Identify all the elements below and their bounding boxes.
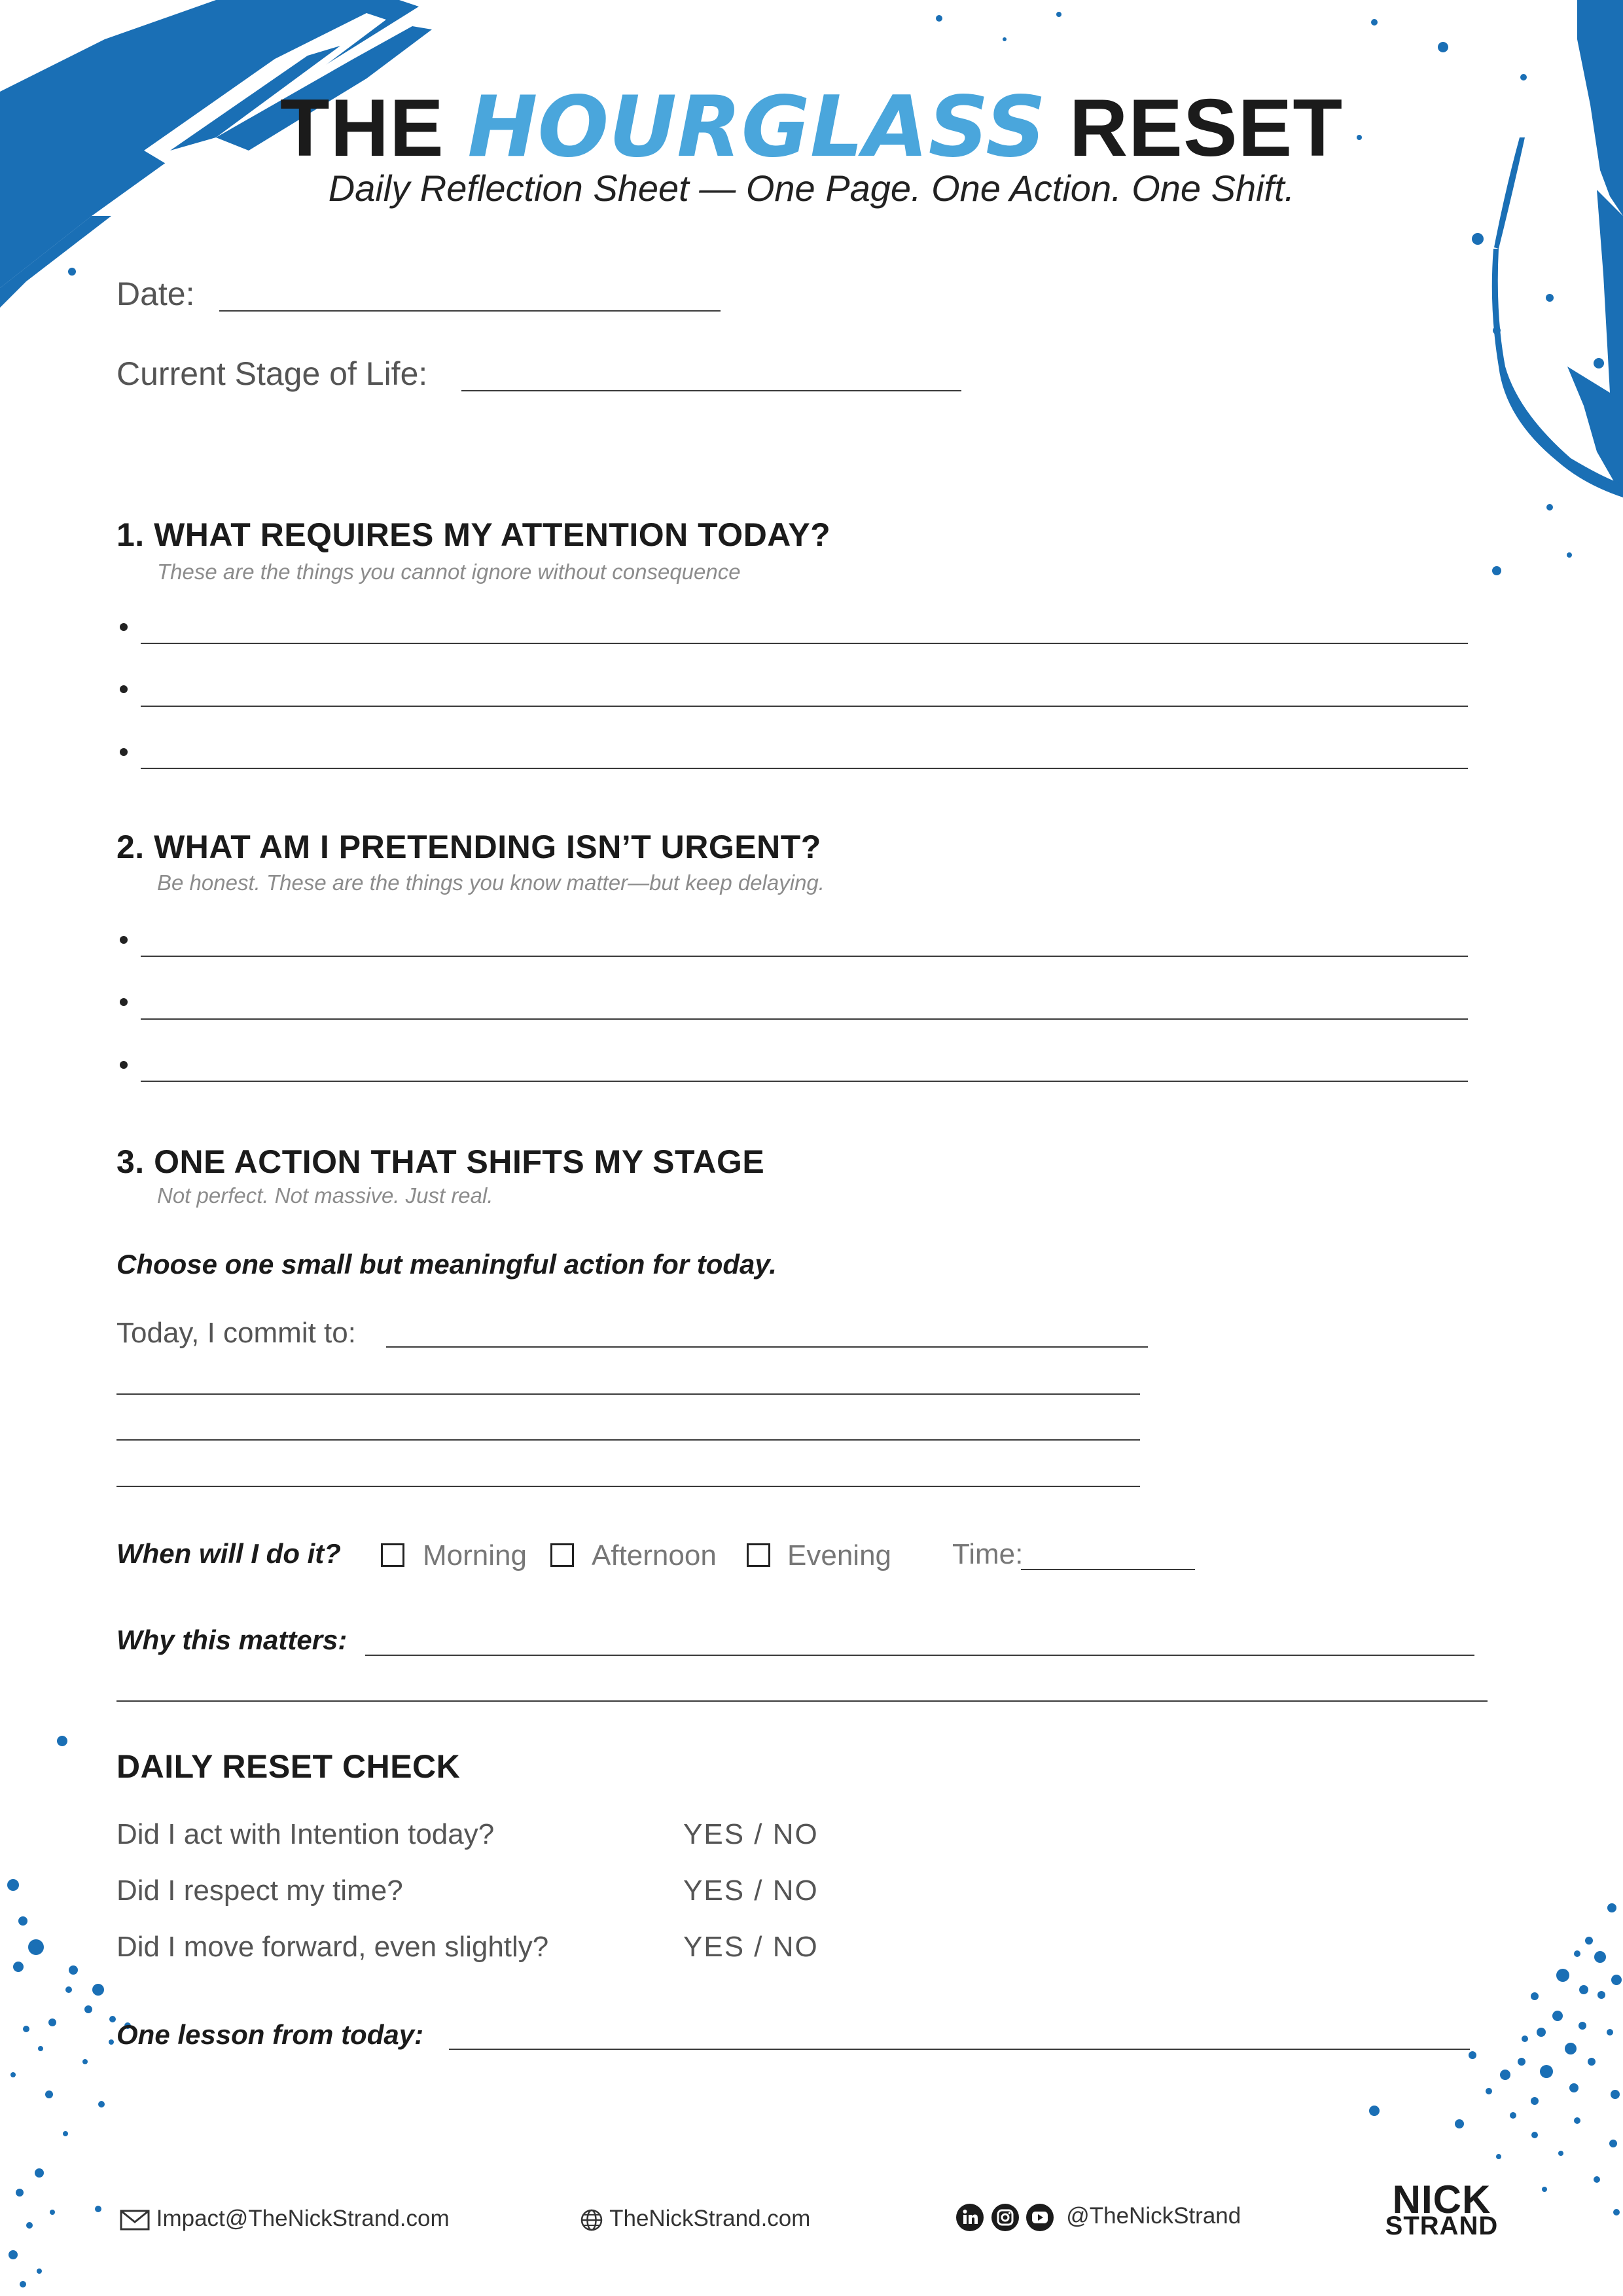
afternoon-label: Afternoon xyxy=(592,1539,717,1571)
section2-line-2[interactable] xyxy=(141,1018,1468,1020)
page-title xyxy=(0,79,1623,177)
stage-field[interactable] xyxy=(461,390,961,391)
bullet-icon xyxy=(120,685,128,693)
nick-strand-logo xyxy=(1380,2178,1504,2241)
reset-question-2: Did I respect my time? xyxy=(116,1874,403,1907)
section2-hint: Be honest. These are the things you know matter—but keep delaying. xyxy=(157,870,825,895)
lesson-label: One lesson from today: xyxy=(116,2019,424,2050)
commit-line-2[interactable] xyxy=(116,1393,1140,1395)
title-highlight: HOURGLASS xyxy=(467,79,1046,176)
section3-prompt: Choose one small but meaningful action for today. xyxy=(116,1249,777,1280)
section1-hint: These are the things you cannot ignore without consequence xyxy=(157,560,741,584)
footer-handle: @TheNickStrand xyxy=(1066,2203,1241,2229)
reset-question-1: Did I act with Intention today? xyxy=(116,1818,495,1850)
mail-icon xyxy=(120,2210,150,2231)
bullet-icon xyxy=(120,623,128,631)
reset-answer-1[interactable]: YES / NO xyxy=(683,1818,819,1850)
commit-line-1[interactable] xyxy=(386,1346,1148,1348)
date-label: Date: xyxy=(116,276,195,312)
evening-label: Evening xyxy=(787,1539,892,1571)
section1-line-2[interactable] xyxy=(141,706,1468,707)
footer-social[interactable] xyxy=(955,2203,1241,2232)
morning-checkbox[interactable] xyxy=(381,1543,404,1567)
section1-line-1[interactable] xyxy=(141,643,1468,644)
commit-label: Today, I commit to: xyxy=(116,1317,356,1349)
section1-heading: 1. WHAT REQUIRES MY ATTENTION TODAY? xyxy=(116,516,831,553)
evening-checkbox[interactable] xyxy=(747,1543,770,1567)
title-part1: THE xyxy=(279,83,444,173)
section2-heading: 2. WHAT AM I PRETENDING ISN’T URGENT? xyxy=(116,829,821,865)
bullet-icon xyxy=(120,748,128,756)
globe-icon xyxy=(580,2208,603,2232)
youtube-icon[interactable] xyxy=(1026,2203,1054,2232)
section3-hint: Not perfect. Not massive. Just real. xyxy=(157,1183,493,1208)
reset-question-3: Did I move forward, even slightly? xyxy=(116,1931,549,1963)
bullet-icon xyxy=(120,936,128,944)
reset-check-heading: DAILY RESET CHECK xyxy=(116,1748,461,1785)
footer-email[interactable] xyxy=(120,2206,450,2232)
page-subtitle: Daily Reflection Sheet — One Page. One Action. One Shift. xyxy=(328,168,1295,209)
when-label: When will I do it? xyxy=(116,1538,341,1569)
linkedin-icon[interactable] xyxy=(955,2203,984,2232)
logo-line2: STRAND xyxy=(1385,2212,1499,2241)
section2-line-3[interactable] xyxy=(141,1081,1468,1082)
section3-heading: 3. ONE ACTION THAT SHIFTS MY STAGE xyxy=(116,1143,765,1180)
afternoon-checkbox[interactable] xyxy=(550,1543,574,1567)
commit-line-4[interactable] xyxy=(116,1486,1140,1487)
why-line-1[interactable] xyxy=(365,1655,1474,1656)
title-part2: RESET xyxy=(1069,83,1344,173)
section1-line-3[interactable] xyxy=(141,768,1468,769)
bullet-icon xyxy=(120,998,128,1006)
bullet-icon xyxy=(120,1061,128,1069)
instagram-icon[interactable] xyxy=(991,2203,1020,2232)
stage-label: Current Stage of Life: xyxy=(116,355,428,392)
lesson-line[interactable] xyxy=(449,2049,1470,2050)
commit-line-3[interactable] xyxy=(116,1439,1140,1441)
reset-answer-3[interactable]: YES / NO xyxy=(683,1931,819,1963)
logo-line1: NICK xyxy=(1392,2178,1491,2221)
footer-email-text: Impact@TheNickStrand.com xyxy=(156,2206,450,2231)
footer-website-text: TheNickStrand.com xyxy=(609,2206,811,2231)
why-line-2[interactable] xyxy=(116,1700,1488,1702)
reset-answer-2[interactable]: YES / NO xyxy=(683,1874,819,1907)
footer-website[interactable] xyxy=(580,2206,810,2232)
why-label: Why this matters: xyxy=(116,1624,348,1655)
time-label: Time: xyxy=(952,1538,1024,1570)
date-field[interactable] xyxy=(219,310,721,312)
time-field[interactable] xyxy=(1021,1569,1195,1570)
morning-label: Morning xyxy=(423,1539,527,1571)
section2-line-1[interactable] xyxy=(141,956,1468,957)
